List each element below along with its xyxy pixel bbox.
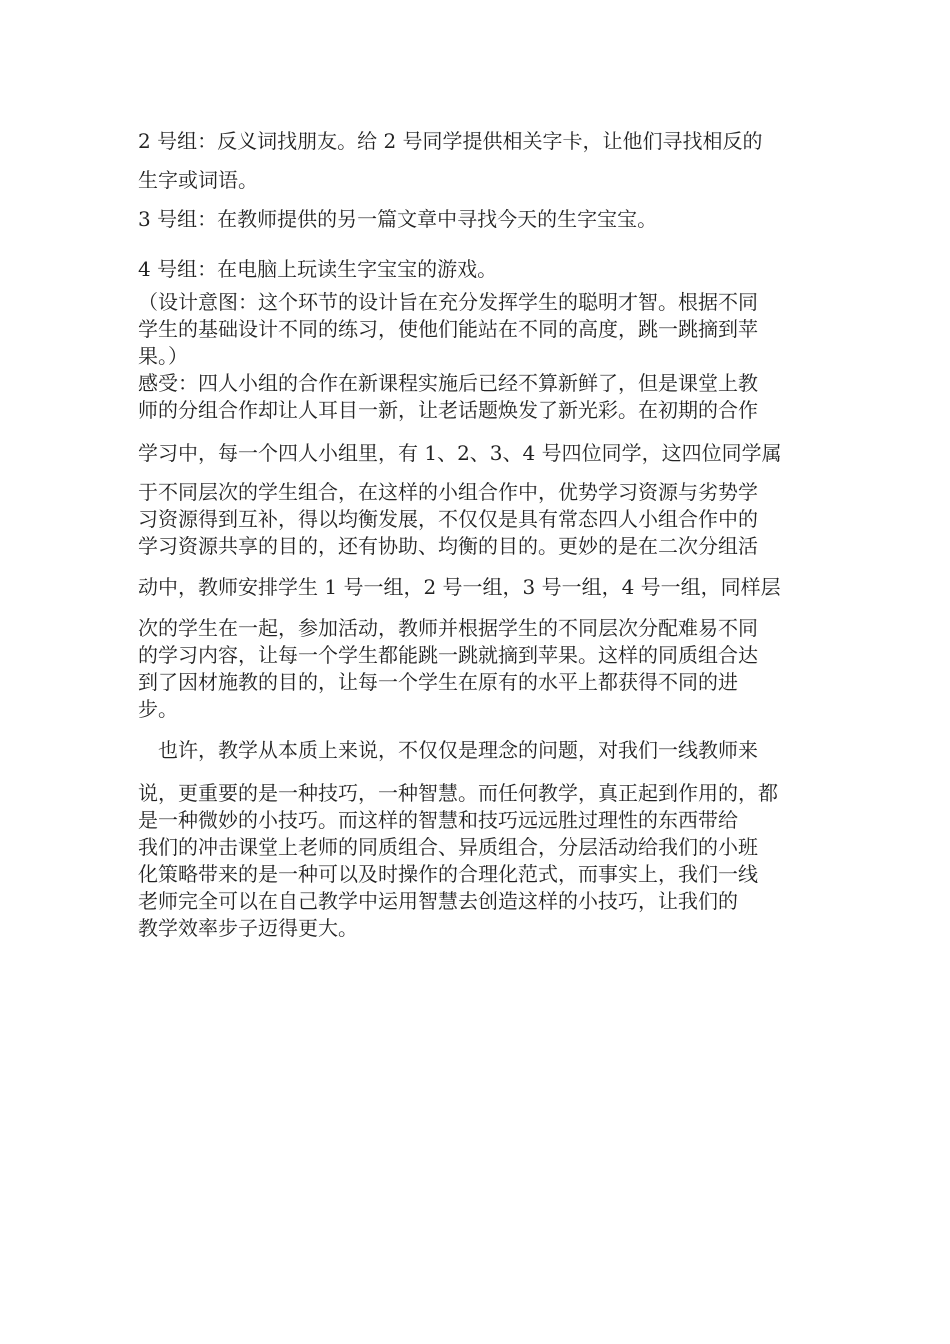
text-line: 次的学生在一起，参加活动，教师并根据学生的不同层次分配难易不同: [138, 616, 758, 640]
paragraph-conclusion: [138, 731, 818, 942]
text-line: 也许，教学从本质上来说，不仅仅是理念的问题，对我们一线教师来: [138, 738, 758, 762]
text-line: 我们的冲击课堂上老师的同质组合、异质组合，分层活动给我们的小班: [138, 835, 758, 859]
text-line: 步。: [138, 697, 178, 721]
paragraph-group-4: [138, 250, 818, 289]
text-line: （设计意图：这个环节的设计旨在充分发挥学生的聪明才智。根据不同: [138, 290, 758, 314]
text-line: 教学效率步子迈得更大。: [138, 916, 358, 940]
paragraph-reflection: [138, 370, 818, 723]
paragraph-design-intent: [138, 289, 818, 370]
text-line: 3 号组：在教师提供的另一篇文章中寻找今天的生字宝宝。: [138, 207, 658, 231]
text-line: 4 号组：在电脑上玩读生字宝宝的游戏。: [138, 257, 498, 281]
text-line: 2 号组：反义词找朋友。给 2 号同学提供相关字卡，让他们寻找相反的: [138, 129, 763, 153]
text-line: 学习中，每一个四人小组里，有 1、2、3、4 号四位同学，这四位同学属: [138, 441, 782, 465]
text-line: 化策略带来的是一种可以及时操作的合理化范式，而事实上，我们一线: [138, 862, 758, 886]
text-line: 老师完全可以在自己教学中运用智慧去创造这样的小技巧，让我们的: [138, 889, 738, 913]
text-line: 是一种微妙的小技巧。而这样的智慧和技巧远远胜过理性的东西带给: [138, 808, 738, 832]
text-line: 于不同层次的学生组合，在这样的小组合作中，优势学习资源与劣势学: [138, 480, 758, 504]
text-line: 生字或词语。: [138, 168, 258, 192]
text-line: 果。）: [138, 344, 188, 368]
text-line: 学习资源共享的目的，还有协助、均衡的目的。更妙的是在二次分组活: [138, 534, 758, 558]
text-line: 说，更重要的是一种技巧，一种智慧。而任何教学，真正起到作用的，都: [138, 781, 778, 805]
text-line: 师的分组合作却让人耳目一新，让老话题焕发了新光彩。在初期的合作: [138, 398, 758, 422]
text-line: 的学习内容，让每一个学生都能跳一跳就摘到苹果。这样的同质组合达: [138, 643, 758, 667]
paragraph-group-2: [138, 122, 818, 200]
document-body: [138, 122, 818, 942]
text-line: 感受：四人小组的合作在新课程实施后已经不算新鲜了，但是课堂上教: [138, 371, 758, 395]
text-line: 动中，教师安排学生 1 号一组，2 号一组，3 号一组，4 号一组，同样层: [138, 575, 781, 599]
text-line: 到了因材施教的目的，让每一个学生在原有的水平上都获得不同的进: [138, 670, 738, 694]
text-line: 学生的基础设计不同的练习，使他们能站在不同的高度，跳一跳摘到苹: [138, 317, 758, 341]
text-line: 习资源得到互补，得以均衡发展，不仅仅是具有常态四人小组合作中的: [138, 507, 758, 531]
paragraph-group-3: [138, 200, 818, 239]
